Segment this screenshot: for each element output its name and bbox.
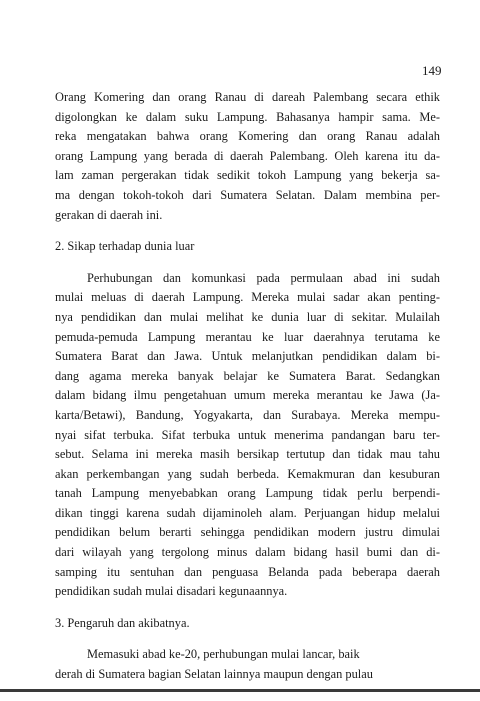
- text-line: Orang Komering dan orang Ranau di dareah Palembang secara ethik: [55, 90, 440, 104]
- text-line: Sumatera Barat dan Jawa. Untuk melanjutkan pendidikan dalam bi-: [55, 349, 440, 364]
- text-line: Perhubungan dan komunkasi pada permulaan abad ini sudah: [87, 270, 440, 285]
- section-heading: 2. Sikap terhadap dunia luar: [55, 239, 195, 254]
- page-body: [55, 88, 440, 685]
- text-line: digolongkan ke dalam suku Lampung. Bahasanya hampir sama. Me-: [55, 109, 440, 124]
- text-line: mulai meluas di daerah Lampung. Mereka mulai sadar akan penting-: [55, 290, 440, 305]
- text-line: dikan tinggi karena sudah dijaminoleh alam. Perjuangan hidup melalui: [55, 505, 440, 520]
- text-line: reka mengatakan bahwa orang Komering dan orang Ranau adalah: [55, 129, 440, 144]
- text-line: orang Lampung yang berada di daerah Palembang. Oleh karena itu da-: [55, 148, 440, 163]
- text-line: tanah Lampung menyebabkan orang Lampung tidak perlu berpendi-: [55, 486, 440, 501]
- text-line: pendidikan belum berarti sehingga pendidikan modern justru dimulai: [55, 525, 440, 540]
- text-line: nya pendidikan dan mulai melihat ke dunia luar di sekitar. Mulailah: [55, 309, 440, 324]
- text-line: Memasuki abad ke-20, perhubungan mulai lancar, baik: [87, 647, 360, 662]
- paragraph-3: [55, 645, 440, 684]
- text-line: nyai sifat terbuka. Sifat terbuka untuk menerima pandangan baru ter-: [55, 427, 440, 442]
- text-line: pendidikan sudah mulai disadari kegunaannya.: [55, 584, 288, 599]
- text-line: karta/Betawi), Bandung, Yogyakarta, dan Surabaya. Mereka mempu-: [55, 407, 440, 422]
- text-line: dari wilayah yang tergolong minus dalam bidang hasil bumi dan di-: [55, 545, 440, 560]
- text-line: samping itu sentuhan dan penguasa Belanda pada beberapa daerah: [55, 564, 440, 579]
- text-line: derah di Sumatera bagian Selatan lainnya maupun dengan pulau: [55, 667, 373, 682]
- text-line: gerakan di daerah ini.: [55, 207, 163, 222]
- page-number: 149: [422, 63, 442, 78]
- text-line: lam zaman pergerakan tidak sedikit tokoh Lampung yang bekerja sa-: [55, 168, 440, 183]
- text-line: akan perkembangan yang sudah berbeda. Kemakmuran dan kesuburan: [55, 466, 440, 481]
- text-line: ma dengan tokoh-tokoh dari Sumatera Selatan. Dalam membina per-: [55, 187, 440, 202]
- page-bottom-edge: [0, 689, 480, 692]
- text-line: pemuda-pemuda Lampung merantau ke luar daerahnya terutama ke: [55, 329, 440, 344]
- paragraph-2: [55, 269, 440, 602]
- paragraph-1: [55, 88, 440, 225]
- text-line: sebut. Selama ini mereka masih bersikap tertutup dan tidak mau tahu: [55, 447, 440, 462]
- text-line: dalam bidang ilmu pengetahuan umum mereka merantau ke Jawa (Ja-: [55, 388, 440, 403]
- section-heading: 3. Pengaruh dan akibatnya.: [55, 615, 190, 630]
- text-line: dang agama mereka banyak belajar ke Sumatera Barat. Sedangkan: [55, 368, 440, 383]
